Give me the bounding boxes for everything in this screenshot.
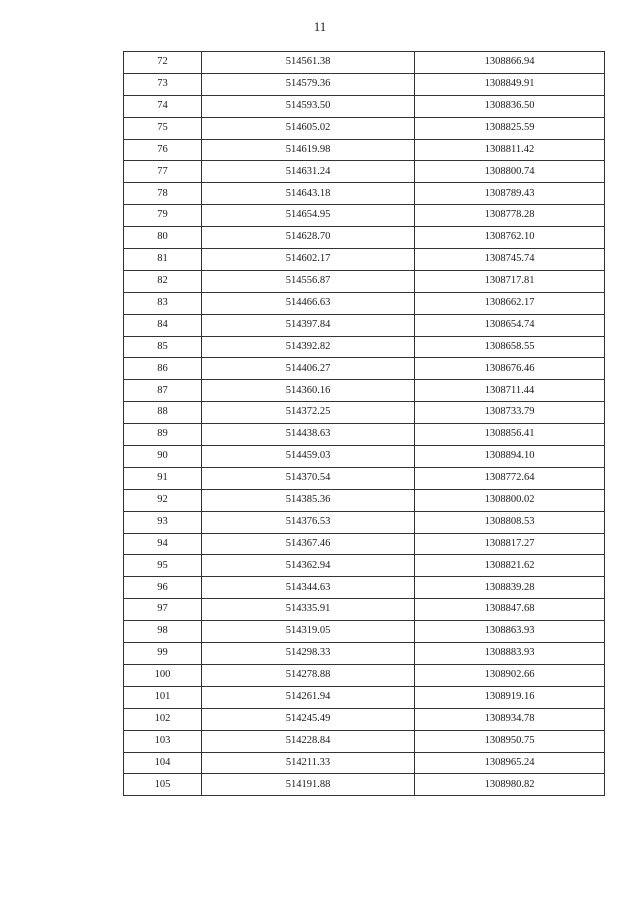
y-coordinate-cell: 1308902.66 xyxy=(415,664,605,686)
x-coordinate-cell: 514261.94 xyxy=(202,686,415,708)
y-coordinate-cell: 1308717.81 xyxy=(415,270,605,292)
x-coordinate-cell: 514466.63 xyxy=(202,292,415,314)
y-coordinate-cell: 1308825.59 xyxy=(415,117,605,139)
table-row xyxy=(124,314,605,336)
x-coordinate-cell: 514392.82 xyxy=(202,336,415,358)
y-coordinate-cell: 1308836.50 xyxy=(415,95,605,117)
x-coordinate-cell: 514602.17 xyxy=(202,249,415,271)
point-number-cell: 91 xyxy=(124,467,202,489)
point-number-cell: 84 xyxy=(124,314,202,336)
table-row xyxy=(124,183,605,205)
table-row xyxy=(124,664,605,686)
x-coordinate-cell: 514376.53 xyxy=(202,511,415,533)
table-row xyxy=(124,270,605,292)
table-row xyxy=(124,73,605,95)
point-number-cell: 101 xyxy=(124,686,202,708)
point-number-cell: 72 xyxy=(124,52,202,74)
y-coordinate-cell: 1308800.74 xyxy=(415,161,605,183)
point-number-cell: 94 xyxy=(124,533,202,555)
x-coordinate-cell: 514643.18 xyxy=(202,183,415,205)
point-number-cell: 99 xyxy=(124,643,202,665)
y-coordinate-cell: 1308883.93 xyxy=(415,643,605,665)
y-coordinate-cell: 1308676.46 xyxy=(415,358,605,380)
y-coordinate-cell: 1308856.41 xyxy=(415,424,605,446)
y-coordinate-cell: 1308965.24 xyxy=(415,752,605,774)
table-row xyxy=(124,139,605,161)
table-row xyxy=(124,380,605,402)
x-coordinate-cell: 514245.49 xyxy=(202,708,415,730)
y-coordinate-cell: 1308800.02 xyxy=(415,489,605,511)
table-row xyxy=(124,621,605,643)
y-coordinate-cell: 1308711.44 xyxy=(415,380,605,402)
y-coordinate-cell: 1308808.53 xyxy=(415,511,605,533)
table-row xyxy=(124,117,605,139)
x-coordinate-cell: 514360.16 xyxy=(202,380,415,402)
point-number-cell: 96 xyxy=(124,577,202,599)
y-coordinate-cell: 1308894.10 xyxy=(415,446,605,468)
point-number-cell: 74 xyxy=(124,95,202,117)
x-coordinate-cell: 514593.50 xyxy=(202,95,415,117)
point-number-cell: 80 xyxy=(124,227,202,249)
x-coordinate-cell: 514191.88 xyxy=(202,774,415,796)
table-row xyxy=(124,292,605,314)
y-coordinate-cell: 1308772.64 xyxy=(415,467,605,489)
table-row xyxy=(124,161,605,183)
x-coordinate-cell: 514579.36 xyxy=(202,73,415,95)
y-coordinate-cell: 1308762.10 xyxy=(415,227,605,249)
y-coordinate-cell: 1308863.93 xyxy=(415,621,605,643)
point-number-cell: 85 xyxy=(124,336,202,358)
table-row xyxy=(124,227,605,249)
table-row xyxy=(124,249,605,271)
y-coordinate-cell: 1308919.16 xyxy=(415,686,605,708)
y-coordinate-cell: 1308817.27 xyxy=(415,533,605,555)
table-row xyxy=(124,643,605,665)
x-coordinate-cell: 514344.63 xyxy=(202,577,415,599)
x-coordinate-cell: 514654.95 xyxy=(202,205,415,227)
point-number-cell: 105 xyxy=(124,774,202,796)
table-row xyxy=(124,774,605,796)
table-row xyxy=(124,577,605,599)
y-coordinate-cell: 1308980.82 xyxy=(415,774,605,796)
x-coordinate-cell: 514211.33 xyxy=(202,752,415,774)
table-row xyxy=(124,511,605,533)
table-row xyxy=(124,555,605,577)
point-number-cell: 88 xyxy=(124,402,202,424)
x-coordinate-cell: 514372.25 xyxy=(202,402,415,424)
x-coordinate-cell: 514367.46 xyxy=(202,533,415,555)
point-number-cell: 78 xyxy=(124,183,202,205)
table-row xyxy=(124,205,605,227)
point-number-cell: 93 xyxy=(124,511,202,533)
x-coordinate-cell: 514385.36 xyxy=(202,489,415,511)
x-coordinate-cell: 514605.02 xyxy=(202,117,415,139)
y-coordinate-cell: 1308654.74 xyxy=(415,314,605,336)
x-coordinate-cell: 514319.05 xyxy=(202,621,415,643)
x-coordinate-cell: 514335.91 xyxy=(202,599,415,621)
point-number-cell: 81 xyxy=(124,249,202,271)
x-coordinate-cell: 514362.94 xyxy=(202,555,415,577)
table-row xyxy=(124,358,605,380)
point-number-cell: 97 xyxy=(124,599,202,621)
x-coordinate-cell: 514438.63 xyxy=(202,424,415,446)
x-coordinate-cell: 514370.54 xyxy=(202,467,415,489)
x-coordinate-cell: 514298.33 xyxy=(202,643,415,665)
point-number-cell: 76 xyxy=(124,139,202,161)
table-row xyxy=(124,599,605,621)
x-coordinate-cell: 514556.87 xyxy=(202,270,415,292)
table-row xyxy=(124,402,605,424)
y-coordinate-cell: 1308789.43 xyxy=(415,183,605,205)
point-number-cell: 86 xyxy=(124,358,202,380)
y-coordinate-cell: 1308849.91 xyxy=(415,73,605,95)
y-coordinate-cell: 1308662.17 xyxy=(415,292,605,314)
point-number-cell: 104 xyxy=(124,752,202,774)
table-row xyxy=(124,424,605,446)
y-coordinate-cell: 1308658.55 xyxy=(415,336,605,358)
x-coordinate-cell: 514228.84 xyxy=(202,730,415,752)
point-number-cell: 92 xyxy=(124,489,202,511)
point-number-cell: 73 xyxy=(124,73,202,95)
x-coordinate-cell: 514631.24 xyxy=(202,161,415,183)
x-coordinate-cell: 514561.38 xyxy=(202,52,415,74)
y-coordinate-cell: 1308934.78 xyxy=(415,708,605,730)
y-coordinate-cell: 1308745.74 xyxy=(415,249,605,271)
point-number-cell: 77 xyxy=(124,161,202,183)
x-coordinate-cell: 514397.84 xyxy=(202,314,415,336)
point-number-cell: 87 xyxy=(124,380,202,402)
point-number-cell: 75 xyxy=(124,117,202,139)
point-number-cell: 79 xyxy=(124,205,202,227)
point-number-cell: 83 xyxy=(124,292,202,314)
y-coordinate-cell: 1308839.28 xyxy=(415,577,605,599)
y-coordinate-cell: 1308847.68 xyxy=(415,599,605,621)
y-coordinate-cell: 1308733.79 xyxy=(415,402,605,424)
point-number-cell: 102 xyxy=(124,708,202,730)
point-number-cell: 98 xyxy=(124,621,202,643)
y-coordinate-cell: 1308866.94 xyxy=(415,52,605,74)
table-row xyxy=(124,52,605,74)
table-row xyxy=(124,95,605,117)
y-coordinate-cell: 1308811.42 xyxy=(415,139,605,161)
table-row xyxy=(124,752,605,774)
point-number-cell: 100 xyxy=(124,664,202,686)
point-number-cell: 82 xyxy=(124,270,202,292)
table-row xyxy=(124,533,605,555)
point-number-cell: 95 xyxy=(124,555,202,577)
x-coordinate-cell: 514619.98 xyxy=(202,139,415,161)
table-row xyxy=(124,446,605,468)
point-number-cell: 90 xyxy=(124,446,202,468)
point-number-cell: 103 xyxy=(124,730,202,752)
point-number-cell: 89 xyxy=(124,424,202,446)
coordinates-table-body xyxy=(124,52,605,796)
y-coordinate-cell: 1308950.75 xyxy=(415,730,605,752)
coordinates-table xyxy=(123,51,605,796)
table-row xyxy=(124,708,605,730)
x-coordinate-cell: 514628.70 xyxy=(202,227,415,249)
page-number: 11 xyxy=(313,19,327,34)
table-row xyxy=(124,730,605,752)
x-coordinate-cell: 514406.27 xyxy=(202,358,415,380)
table-row xyxy=(124,336,605,358)
table-row xyxy=(124,467,605,489)
table-row xyxy=(124,686,605,708)
table-row xyxy=(124,489,605,511)
x-coordinate-cell: 514459.03 xyxy=(202,446,415,468)
y-coordinate-cell: 1308821.62 xyxy=(415,555,605,577)
x-coordinate-cell: 514278.88 xyxy=(202,664,415,686)
y-coordinate-cell: 1308778.28 xyxy=(415,205,605,227)
